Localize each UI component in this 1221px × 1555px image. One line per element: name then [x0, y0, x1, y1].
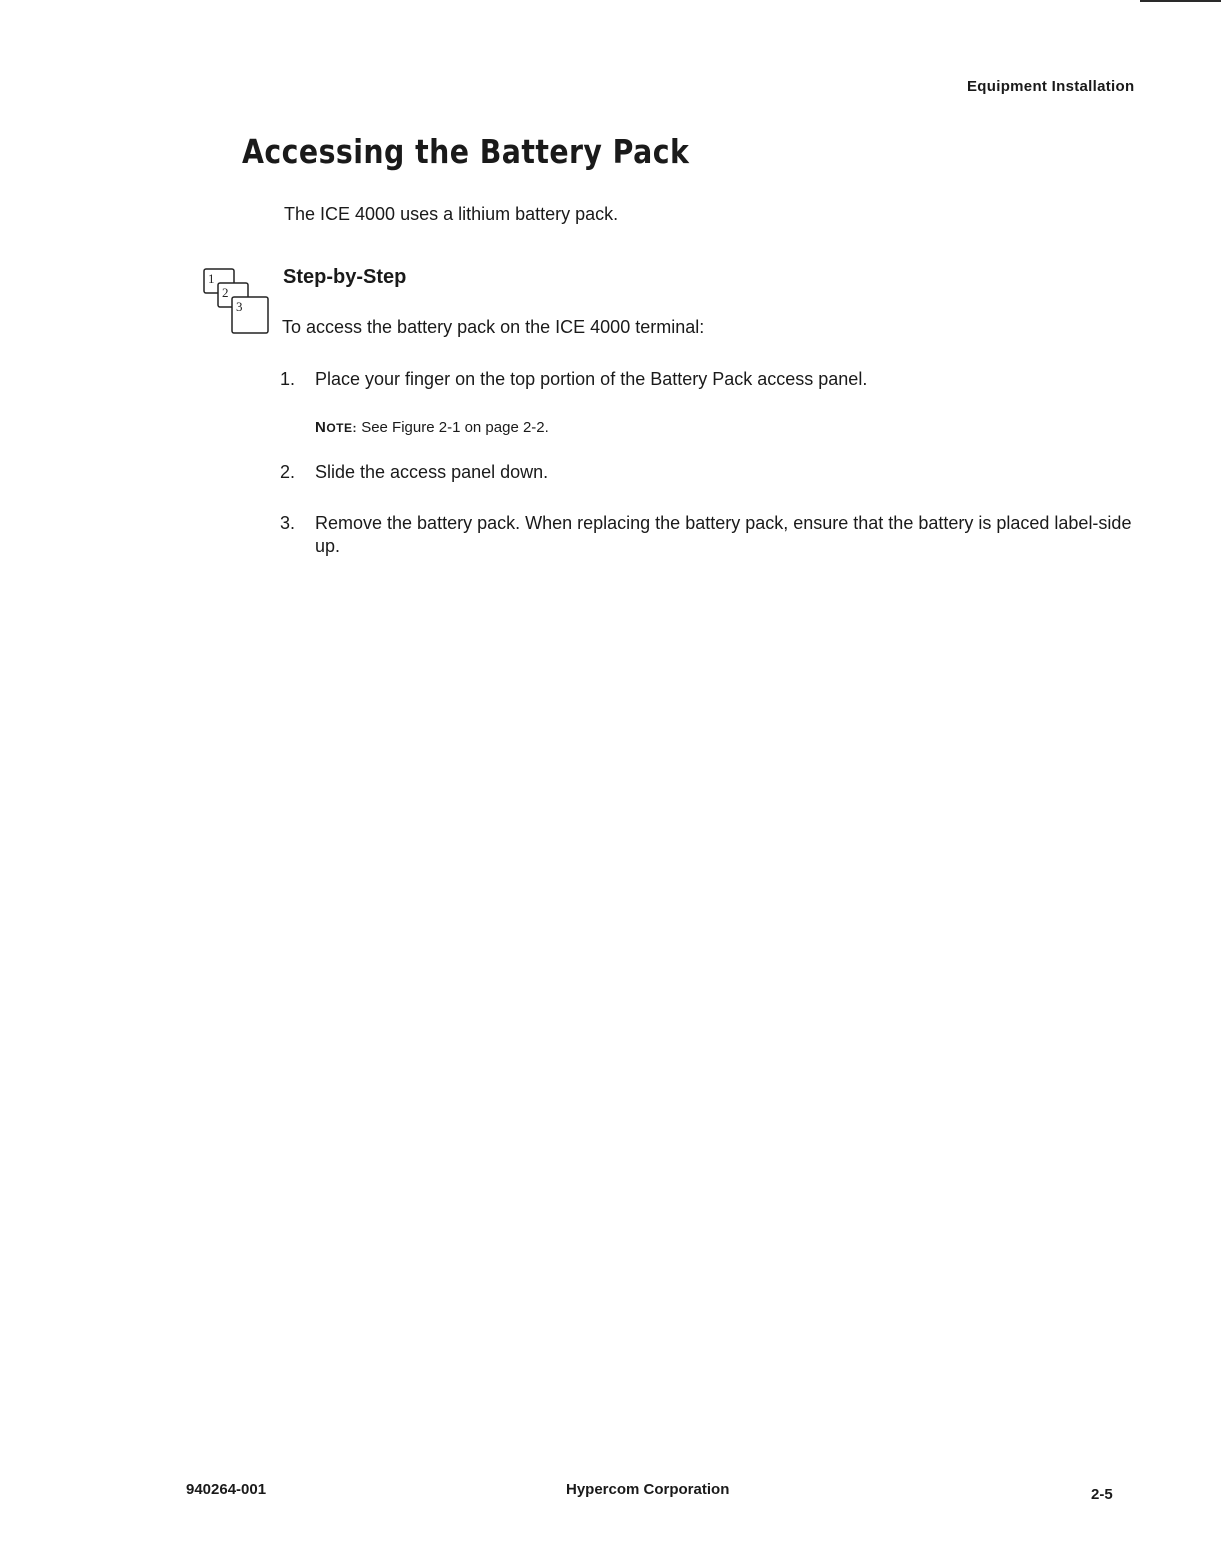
step-text: Slide the access panel down.	[315, 462, 549, 482]
note-label-initial: N	[315, 419, 327, 436]
step-item	[280, 512, 1140, 558]
footer-company: Hypercom Corporation	[566, 1481, 730, 1498]
footer-doc-number: 940264-001	[186, 1481, 267, 1498]
icon-number-3: 3	[236, 299, 243, 314]
step-item	[280, 461, 1140, 484]
top-rule	[1140, 0, 1221, 2]
page-title: Accessing the Battery Pack	[242, 132, 690, 171]
step-number: 2.	[280, 462, 296, 482]
note	[315, 419, 549, 436]
icon-number-2: 2	[222, 285, 229, 300]
intro-paragraph: The ICE 4000 uses a lithium battery pack.	[284, 204, 619, 224]
icon-number-1: 1	[208, 271, 215, 286]
step-item	[280, 368, 1140, 391]
running-header: Equipment Installation	[967, 78, 1135, 95]
numbered-steps-icon	[198, 265, 274, 341]
procedure-lead: To access the battery pack on the ICE 4000 terminal:	[282, 317, 705, 337]
step-text: Remove the battery pack. When replacing the battery pack, ensure that the battery is placed label-side up.	[315, 513, 1132, 556]
note-label	[315, 419, 357, 436]
note-text: See Figure 2-1 on page 2-2.	[361, 419, 549, 436]
step-text: Place your finger on the top portion of the Battery Pack access panel.	[315, 369, 868, 389]
step-number: 1.	[280, 369, 296, 389]
section-heading: Step-by-Step	[283, 266, 407, 288]
note-label-rest: OTE:	[326, 421, 358, 435]
step-number: 3.	[280, 513, 296, 533]
footer-page-number: 2-5	[1091, 1486, 1113, 1503]
